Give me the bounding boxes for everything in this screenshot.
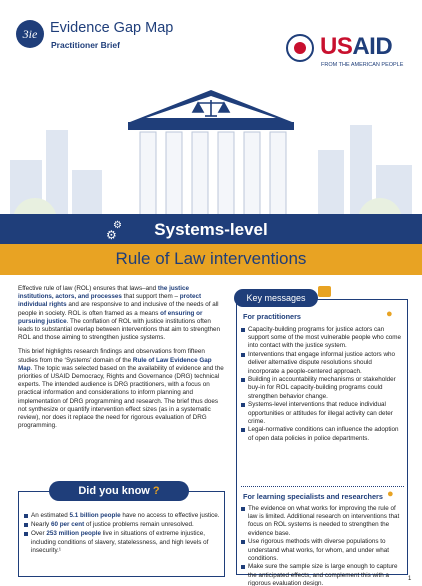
intro-text (18, 285, 226, 436)
fact-highlight: 253 million people (46, 530, 101, 538)
brand-subtitle: Practitioner Brief (51, 40, 120, 50)
intro-highlight: of ensuring or pursuing justice (18, 309, 203, 325)
intro-paragraph-1 (18, 285, 226, 342)
page-title: Systems-level (154, 220, 268, 239)
did-you-know-label: Did you know (78, 485, 150, 497)
intro-highlight: protect individual rights (18, 293, 202, 309)
intro-text-run: and are responsive to and inclusive of the needs of all people in society. ROL is often framed as a means (18, 301, 219, 317)
fact-highlight: 60 per cent (50, 521, 85, 529)
intro-text-run: Effective rule of law (ROL) ensures that laws–and (18, 285, 158, 292)
fact-text: Over (31, 530, 47, 538)
fact-highlight: 5.1 billion people (69, 512, 121, 519)
usaid-logo: USAID (320, 33, 393, 60)
did-you-know-title (49, 481, 189, 501)
page-number: 1 (408, 576, 412, 582)
brand-title: Evidence Gap Map (50, 20, 174, 36)
gear-icon: ⚙ (113, 220, 122, 231)
intro-text-run: that support them – (121, 293, 180, 301)
usaid-tagline: FROM THE AMERICAN PEOPLE (321, 62, 404, 68)
fact-text: have no access to effective justice. (120, 512, 220, 519)
usaid-seal-icon (286, 34, 314, 62)
intro-text-run: This brief highlights research findings and observations from fifteen studies from the ‘Systems’ domain of the (18, 348, 205, 364)
list-item: Systems-level interventions that reduce individual opportunities or attitudes for illegal activity can deter crime. (241, 401, 404, 426)
gear-icon: ⚙ (106, 228, 117, 242)
intro-text-run: . The topic was selected based on the availability of evidence and the priorities of USAID Democracy, Rights and Governance (DRG) technical experts. The intended audience is DRG practitioners, with a focus on practical information and considerations to inform planning and implementation of DRG programming and research. The brief thus does not synthesize or quantify intervention effect sizes (as in a systematic review), nor does it replace the need for rigorous evaluation of DRG programming. (18, 364, 224, 430)
list-item: The evidence on what works for improving the rule of law is limited. Additional research on interventions that focus on ROL systems is needed to strengthen the evidence base. (241, 505, 404, 538)
intro-text-run: . The conflation of ROL with justice institutions often leads to substantial overlap between interventions that aim to strengthen ROL and those aiming to strengthen justice systems. (18, 317, 220, 342)
fact-text: of justice problems remain unresolved. (84, 521, 194, 529)
practitioners-heading: For practitioners (243, 312, 301, 321)
list-item: Make sure the sample size is large enough to capture the anticipated effects, and complement this with a rigorous evaluation design. (241, 563, 404, 586)
fact-text: Nearly (31, 521, 51, 529)
list-item: Legal-normative conditions can influence the adoption of open data policies in police departments. (241, 426, 404, 442)
fact-text: live in situations of extreme injustice, including conditions of slavery, statelessness, and high levels of insecurity.¹ (31, 530, 209, 554)
question-mark-icon: ? (152, 485, 160, 497)
fact-text: An estimated (31, 512, 70, 519)
list-item (24, 512, 220, 520)
envelope-icon (318, 286, 331, 297)
list-item (24, 521, 220, 529)
page-header (0, 0, 422, 80)
people-icon: ● (386, 308, 393, 320)
list-item: Capacity-building programs for justice actors can support some of the most vulnerable people who come into contact with the justice system. (241, 326, 404, 351)
people-icon: ● (387, 488, 394, 500)
egm-link[interactable]: Rule of Law Evidence Gap Map (18, 356, 212, 372)
divider (241, 486, 404, 487)
practitioners-list (241, 326, 404, 443)
list-item: Interventions that engage informal justice actors who deliver alternative dispute resolutions should incorporate a people-centered approach. (241, 351, 404, 376)
key-messages-title: Key messages (234, 289, 318, 307)
list-item (24, 530, 220, 555)
researchers-heading: For learning specialists and researchers (243, 492, 383, 501)
researchers-list (241, 505, 404, 586)
intro-highlight: the justice institutions, actors, and processes (18, 285, 190, 301)
intro-paragraph-2 (18, 348, 226, 430)
3ie-logo: 3ie (16, 20, 44, 48)
did-you-know-list (24, 512, 220, 556)
list-item: Use rigorous methods with diverse populations to understand what works, for whom, and under what conditions. (241, 538, 404, 563)
list-item: Building in accountability mechanisms or stakeholder buy-in for ROL capacity-building programs could strengthen behavior change. (241, 376, 404, 401)
page-subtitle: Rule of Law interventions (115, 249, 307, 268)
